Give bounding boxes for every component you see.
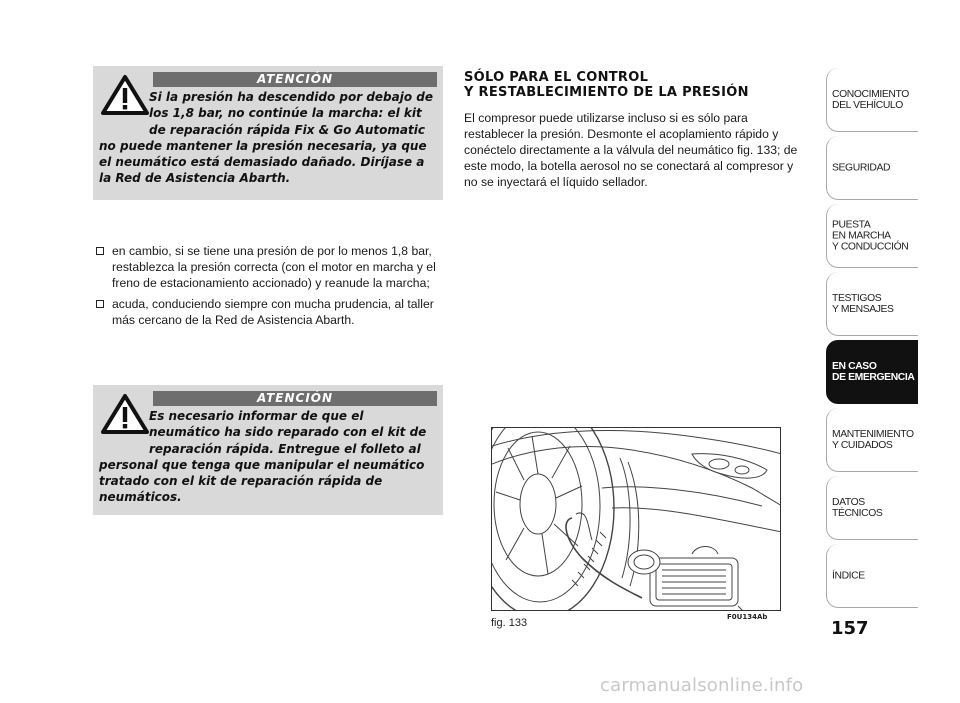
warning-box-2 [93, 385, 443, 515]
warning-text: Es necesario informar de que el neumático ha sido reparado con el kit de reparación rápida. Entregue el folleto al personal que tenga que manipular el neumático tratado con el kit de reparación rápida de neumáticos. [99, 409, 427, 505]
figure-code: F0U134Ab [727, 613, 768, 621]
warning-label: ATENCIÓN [153, 72, 437, 87]
section-heading: SÓLO PARA EL CONTROL Y RESTABLECIMIENTO DE LA PRESIÓN [464, 70, 749, 100]
tab-indice[interactable]: ÍNDICE [826, 544, 918, 608]
tab-datos-tecnicos[interactable]: DATOS TÉCNICOS [826, 476, 918, 540]
tab-seguridad[interactable]: SEGURIDAD [826, 136, 918, 200]
checkbox-bullet-icon [96, 300, 104, 308]
compressor-tyre-drawing [492, 428, 781, 611]
tab-testigos[interactable]: TESTIGOS Y MENSAJES [826, 272, 918, 336]
warning-text: Si la presión ha descendido por debajo de los 1,8 bar, no continúe la marcha: el kit de reparación rápida Fix & Go Automatic no puede mantener la presión necesaria, ya que el neumático está demasiado dañado. Diríjase a la Red de Asistencia Abarth. [99, 90, 433, 186]
tab-conocimiento[interactable]: CONOCIMIENTO DEL VEHÍCULO [826, 68, 918, 132]
tab-puesta-en-marcha[interactable]: PUESTA EN MARCHA Y CONDUCCIÓN [826, 204, 918, 268]
figure-compressor-illustration [491, 427, 781, 611]
tab-mantenimiento[interactable]: MANTENIMIENTO Y CUIDADOS [826, 408, 918, 472]
checkbox-bullet-icon [96, 247, 104, 255]
list-item: acuda, conduciendo siempre con mucha prudencia, al taller más cercano de la Red de Asistencia Abarth. [95, 296, 445, 328]
section-paragraph: El compresor puede utilizarse incluso si es sólo para restablecer la presión. Desmonte el acoplamiento rápido y conéctelo directamente a la válvula del neumático fig. 133; de este modo, la botella aerosol no se conectará al compresor y no se inyectará el líquido sellador. [464, 111, 798, 189]
tab-emergencia[interactable]: EN CASO DE EMERGENCIA [826, 340, 918, 404]
figure-caption: fig. 133 [491, 617, 528, 629]
page-number: 157 [831, 618, 869, 639]
warning-box-1 [93, 66, 443, 200]
bullet-list [95, 243, 445, 333]
watermark: carmanualsonline.info [600, 675, 804, 696]
list-item: en cambio, si se tiene una presión de por lo menos 1,8 bar, restablezca la presión correcta (con el motor en marcha y el freno de estacionamiento accionado) y reanude la marcha; [95, 243, 445, 291]
warning-label: ATENCIÓN [153, 391, 437, 406]
